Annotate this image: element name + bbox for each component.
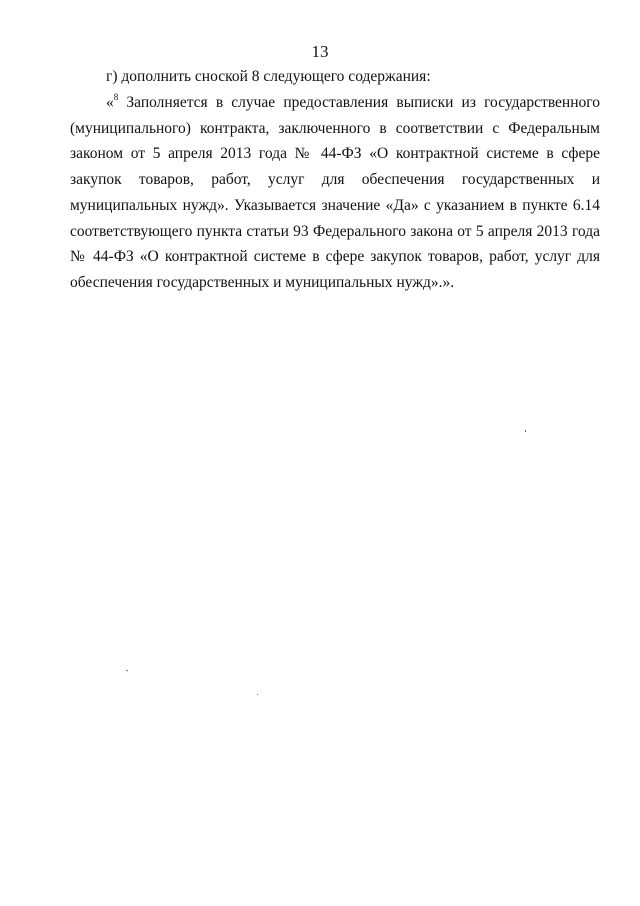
page-number: 13 — [311, 42, 329, 61]
scan-speck — [257, 694, 258, 695]
opening-quote: « — [106, 94, 114, 111]
footnote-marker: 8 — [113, 92, 119, 102]
footnote-paragraph — [70, 90, 600, 296]
scan-speck — [126, 670, 128, 672]
footnote-text: Заполняется в случае предоставления выписки из государственного (муниципального) контракта, заключенного в соответствии с Федеральным законом от 5 апреля 2013 года № 44-ФЗ «О контрактной системе в сфере закупок товаров, работ, услуг для обеспечения государственных и муниципальных нужд». Указывается значение «Да» с указанием в пункте 6.14 соответствующего пункта статьи 93 Федерального закона от 5 апреля 2013 года № 44-ФЗ «О контрактной системе в сфере закупок товаров, работ, услуг для обеспечения государственных и муниципальных нужд».». — [70, 94, 600, 291]
scan-speck — [525, 430, 526, 432]
amendment-intro: г) дополнить сноской 8 следующего содержания: — [106, 68, 431, 85]
